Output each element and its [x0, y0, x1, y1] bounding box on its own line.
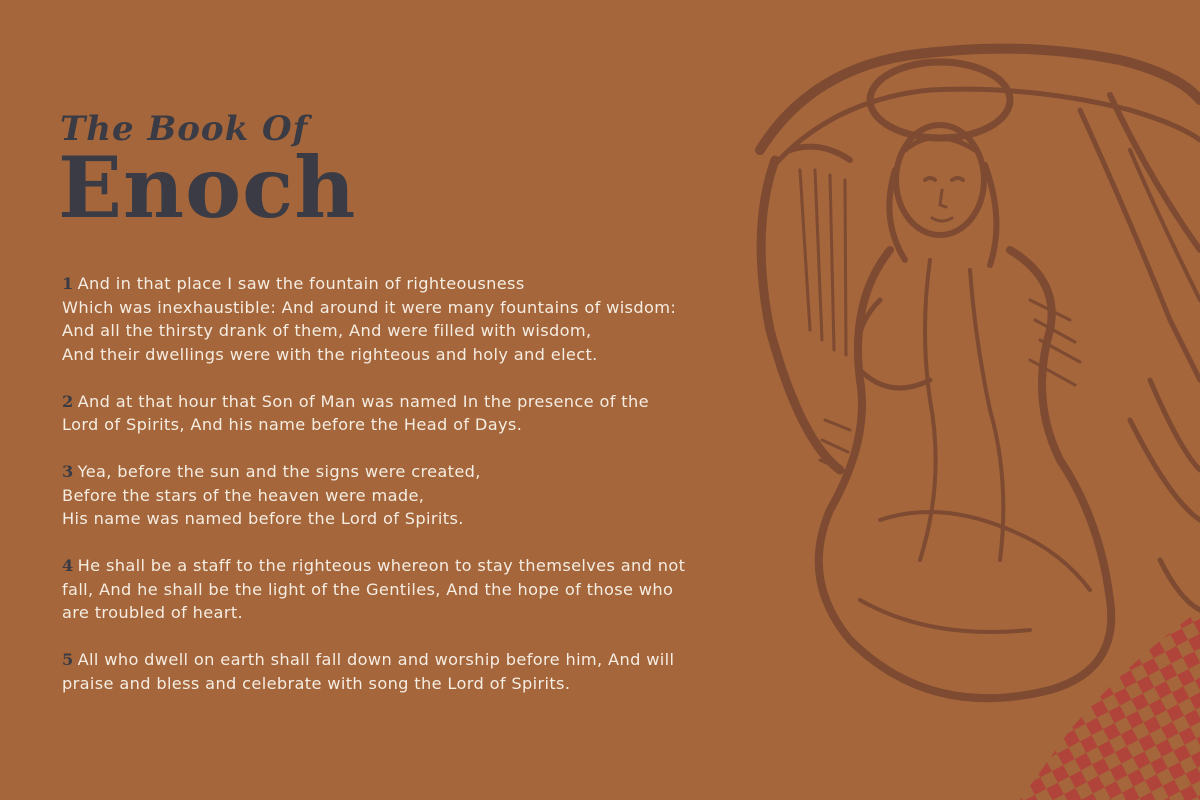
verse-2 — [62, 390, 752, 437]
verse-line: Which was inexhaustible: And around it were many fountains of wisdom: — [62, 297, 677, 317]
verse-line-text: Yea, before the sun and the signs were created, — [77, 462, 481, 481]
verses-text — [62, 272, 752, 719]
verse-line-text: He shall be a staff to the righteous whereon to stay themselves and not — [77, 556, 686, 575]
verse-number: 3 — [62, 462, 74, 481]
verse-number: 4 — [62, 556, 74, 575]
verse-line: Lord of Spirits, And his name before the Head of Days. — [62, 415, 523, 434]
verse-line — [62, 390, 752, 414]
verse-line — [62, 648, 752, 672]
verse-line: fall, And he shall be the light of the Gentiles, And the hope of those who — [62, 579, 674, 599]
verse-line-text: And at that hour that Son of Man was named In the presence of the — [77, 391, 649, 411]
verse-line: Before the stars of the heaven were made, — [62, 485, 425, 505]
verse-line: praise and bless and celebrate with song the Lord of Spirits. — [62, 673, 571, 693]
verse-line — [62, 272, 752, 296]
title-line-2: Enoch — [58, 138, 357, 237]
verse-line: And all the thirsty drank of them, And were filled with wisdom, — [62, 321, 592, 340]
verse-4 — [62, 554, 752, 625]
verse-line: And their dwellings were with the righteous and holy and elect. — [62, 344, 598, 364]
verse-line — [62, 460, 752, 484]
verse-3 — [62, 460, 752, 531]
verse-line-text: All who dwell on earth shall fall down and worship before him, And will — [77, 650, 675, 669]
verse-1 — [62, 272, 752, 366]
title-line-1: The Book Of — [60, 109, 309, 149]
verse-line — [62, 554, 752, 578]
verse-line-text: And in that place I saw the fountain of righteousness — [77, 274, 525, 293]
harp — [761, 160, 840, 470]
verse-number: 1 — [62, 274, 74, 293]
verse-number: 2 — [62, 391, 74, 411]
verse-number: 5 — [62, 650, 74, 669]
angel-harp-illustration — [730, 0, 1200, 800]
verse-5 — [62, 648, 752, 695]
verse-line: His name was named before the Lord of Spirits. — [62, 509, 464, 528]
verse-line: are troubled of heart. — [62, 603, 244, 622]
